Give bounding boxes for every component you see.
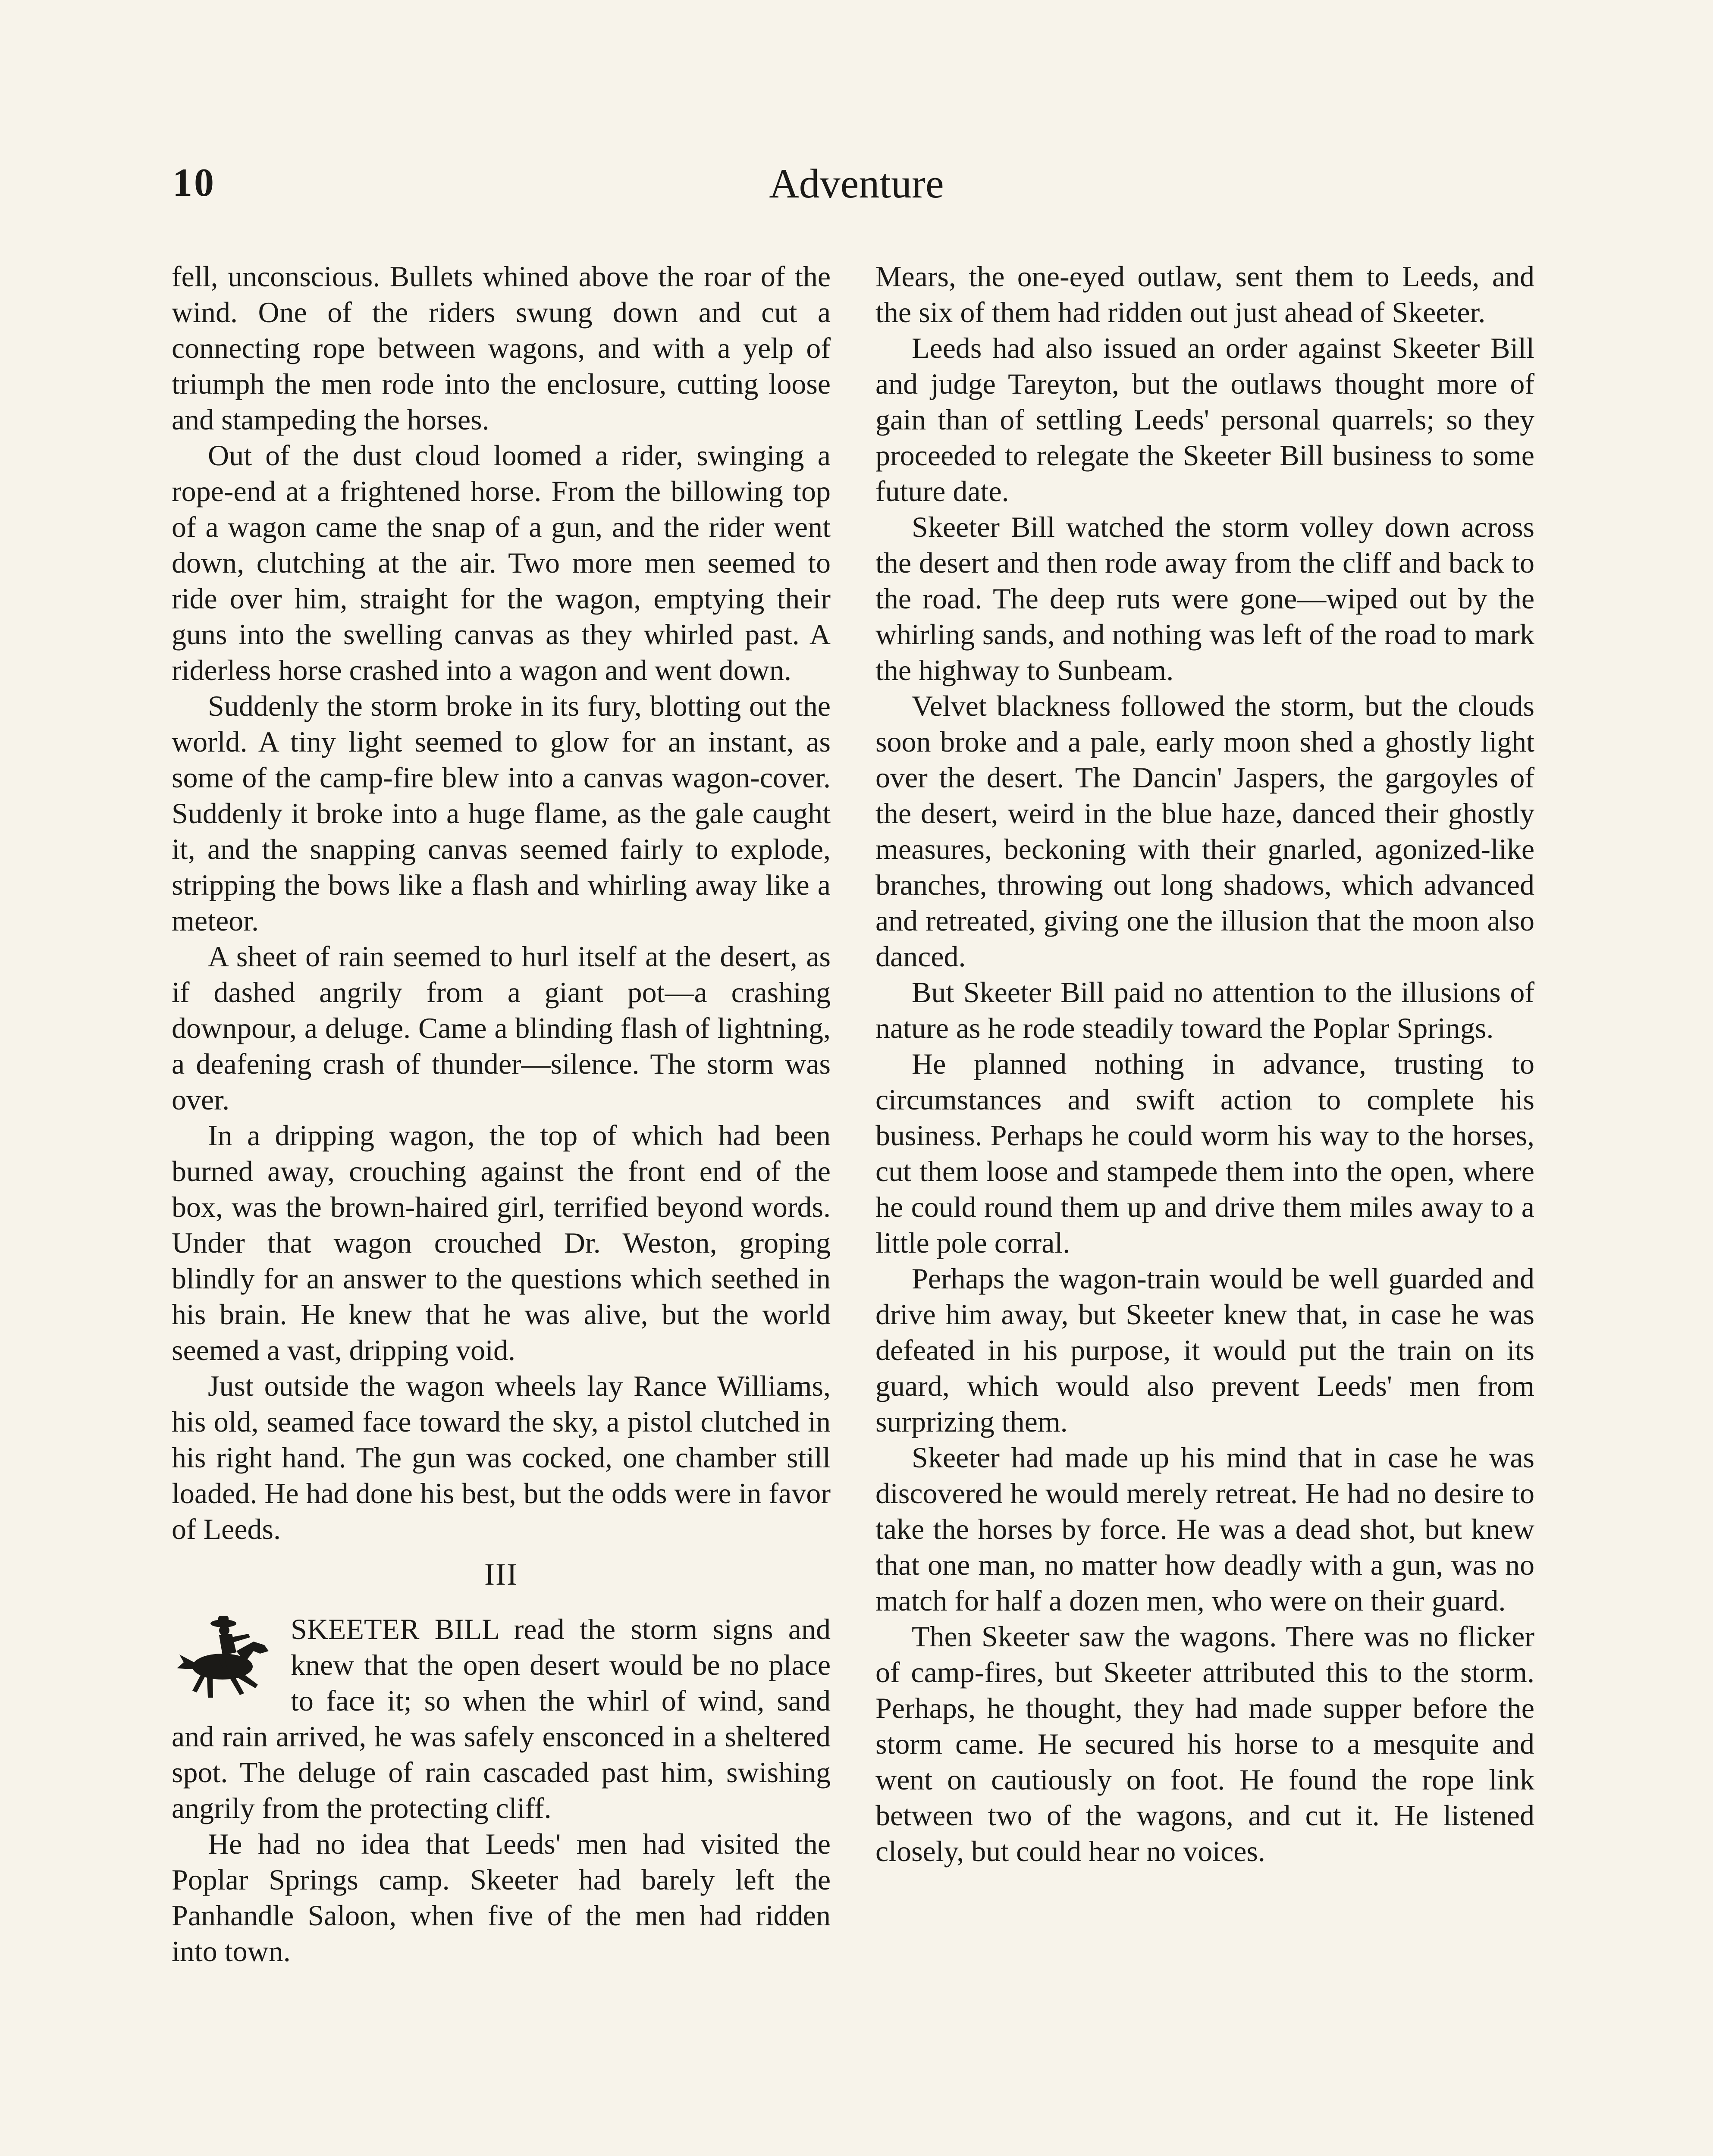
paragraph: Just outside the wagon wheels lay Rance Williams, his old, seamed face toward the sky, a pistol clutched in his right hand. The gun was cocked, one chamber still loaded. He had done his best, but the odds were in favor of Leeds. bbox=[172, 1369, 831, 1545]
right-column bbox=[875, 259, 1534, 1869]
paragraph: Perhaps the wagon-train would be well guarded and drive him away, but Skeeter knew that, in case he was defeated in his purpose, it would put the train on its guard, which would also prevent Leeds' men from surprizing them. bbox=[875, 1262, 1534, 1438]
left-column bbox=[172, 259, 831, 1969]
page-header bbox=[173, 160, 1540, 224]
paragraph: He planned nothing in advance, trusting to circumstances and swift action to complete his business. Perhaps he could worm his way to the horses, cut them loose and stampede them into the open, where he could round them up and drive them miles away to a little pole corral. bbox=[875, 1047, 1534, 1259]
paragraph: Mears, the one-eyed outlaw, sent them to Leeds, and the six of them had ridden out just ahead of Skeeter. bbox=[875, 260, 1534, 329]
paragraph: Then Skeeter saw the wagons. There was no flicker of camp-fires, but Skeeter attributed this to the storm. Perhaps, he thought, they had made supper before the storm came. He secured his horse to a mesquite and went on cautiously on foot. He found the rope link between two of the wagons, and cut it. He listened closely, but could hear no voices. bbox=[875, 1620, 1534, 1868]
paragraph: But Skeeter Bill paid no attention to the illusions of nature as he rode steadily toward the Poplar Springs. bbox=[875, 976, 1534, 1044]
page-number: 10 bbox=[173, 160, 216, 204]
section-heading: III bbox=[484, 1557, 518, 1592]
paragraph: In a dripping wagon, the top of which had been burned away, crouching against the front end of the box, was the brown-haired girl, terrified beyond words. Under that wagon crouched Dr. Weston, groping blindly for an answer to the questions which seethed in his brain. He knew that he was alive, but the world seemed a vast, dripping void. bbox=[172, 1119, 831, 1366]
paragraph: Velvet blackness followed the storm, but the clouds soon broke and a pale, early moon shed a ghostly light over the desert. The Dancin' Jaspers, the gargoyles of the desert, weird in the blue haze, danced their ghostly measures, beckoning with their gnarled, agonized-like branches, throwing out long shadows, which advanced and retreated, giving one the illusion that the moon also danced. bbox=[875, 689, 1534, 973]
paragraph: Skeeter had made up his mind that in case he was discovered he would merely retreat. He had no desire to take the horses by force. He was a dead shot, but knew that one man, no matter how deadly with a gun, was no match for half a dozen men, who were on their guard. bbox=[875, 1441, 1534, 1617]
paragraph: Leeds had also issued an order against Skeeter Bill and judge Tareyton, but the outlaws thought more of gain than of settling Leeds' personal quarrels; so they proceeded to relegate the Skeeter Bill business to some future date. bbox=[875, 332, 1534, 508]
paragraph: Suddenly the storm broke in its fury, blotting out the world. A tiny light seemed to glow for an instant, as some of the camp-fire blew into a canvas wagon-cover. Suddenly it broke into a huge flame, as the gale caught it, and the snapping canvas seemed fairly to explode, stripping the bows like a flash and whirling away like a meteor. bbox=[172, 689, 831, 937]
paragraph: A sheet of rain seemed to hurl itself at the desert, as if dashed angrily from a giant pot—a crashing downpour, a deluge. Came a blinding flash of lightning, a deafening crash of thunder—silence. The storm was over. bbox=[172, 940, 831, 1116]
paragraph: fell, unconscious. Bullets whined above the roar of the wind. One of the riders swung down and cut a connecting rope between wagons, and with a yelp of triumph the men rode into the enclosure, cutting loose and stampeding the horses. bbox=[172, 260, 831, 436]
paragraph: SKEETER BILL read the storm signs and knew that the open desert would be no place to face it; so when the whirl of wind, sand and rain arrived, he was safely ensconced in a sheltered spot. The deluge of rain cascaded past him, swishing angrily from the protecting cliff. bbox=[172, 1613, 831, 1824]
horse-rider-vignette-icon bbox=[172, 1611, 279, 1711]
paragraph: Out of the dust cloud loomed a rider, swinging a rope-end at a frightened horse. From the billowing top of a wagon came the snap of a gun, and the rider went down, clutching at the air. Two more men seemed to ride over him, straight for the wagon, emptying their guns into the swelling canvas as they whirled past. A riderless horse crashed into a wagon and went down. bbox=[172, 439, 831, 686]
paragraph: Skeeter Bill watched the storm volley down across the desert and then rode away from the cliff and back to the road. The deep ruts were gone—wiped out by the whirling sands, and nothing was left of the road to mark the highway to Sunbeam. bbox=[875, 511, 1534, 686]
paragraph: He had no idea that Leeds' men had visited the Poplar Springs camp. Skeeter had barely left the Panhandle Saloon, when five of the men had ridden into town. bbox=[172, 1827, 831, 1968]
running-title: Adventure bbox=[769, 160, 944, 207]
